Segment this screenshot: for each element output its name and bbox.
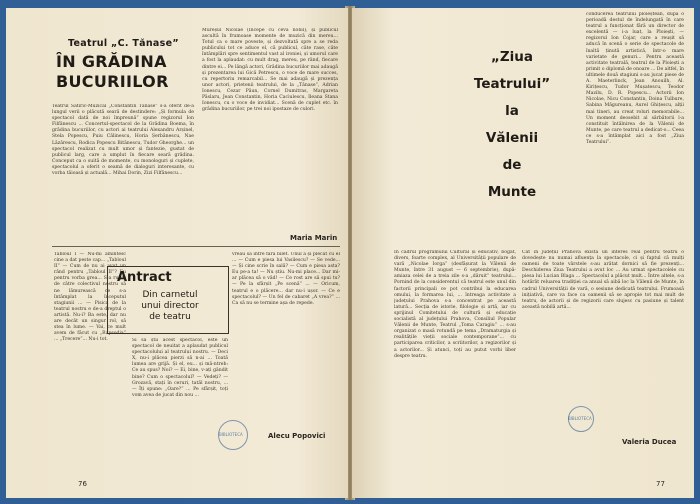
title-line-teatrului: Teatrului” bbox=[473, 76, 551, 92]
antract-subtitle-line1: Din carnetul bbox=[142, 290, 198, 300]
right-article-title bbox=[462, 44, 562, 206]
antract-subtitle-line2: unui director bbox=[141, 301, 199, 311]
library-stamp-text: BIBLIOTECA bbox=[568, 416, 592, 421]
right-column-top: conducerea teatrului ploieștean, după o perioadă destul de îndelungată în care teatrul a funcționat fără un director de excelentă — i-a luat, la Ploiești, — regizorul Ion Cojar, care a reușit să aducă în scenă o serie de spectacole de înaltă ținută artistică, într-o mare varietate de genuri... Pentru această activitate teatrală, teatrul de la Ploiești a primit o diplomă de onoare ... De altfel, în ultimele două stagiuni s-au jucat piese de A. Maeterlinck, Jean Anouilh, Al. Kirițescu, Tudor Mușatescu, Teodor Mazilu, D. R. Popescu... Actorii Ion Nicolae, Nicu Constantin, Doina Tulbure, Sabina Măgureanu, Aurel Ghițescu, alții mai tineri, au creat roluri memorabile... Un moment deosebit al sărbătorii l-a constituit întâlnirea de la Vălenii de Munte, pe care teatrul a dedicat-o... Ceea ce s-a întâmplat aici a fost „Ziua Teatrului”. bbox=[586, 12, 684, 145]
page-number-left: 76 bbox=[78, 480, 87, 488]
section-divider bbox=[52, 246, 340, 247]
title-line-ziua: „Ziua bbox=[490, 49, 533, 65]
left-page bbox=[6, 8, 348, 498]
title-line-de: de bbox=[502, 157, 522, 173]
article2-author: Alecu Popovici bbox=[268, 432, 326, 440]
article2-column-1: Tabloul I — Nu-mi amintesc cine a dat peste cap... „Tabloul II” — Cum de nu ai avut un rând pentru „Tabloul II”? Eu pentru vorba grea... S-a rugat de către colectivul nostru să ne lămurească ce s-a întâmplat la începutul stagiunii ... — Pisica de la teatrul nostru e de-a dreptul o artistă. Nu-i? Ba este, dar nu are decât un singur rol, să stea în lume. — Vai, ce mult avem de făcut cu „Rapsodia” ... „Trecere”... Nu-i tot. bbox=[54, 252, 126, 343]
antract-title: Antract bbox=[117, 270, 172, 285]
article-kicker: Teatrul „C. Tănase” bbox=[68, 38, 179, 49]
title-line-munte: Munte bbox=[487, 184, 537, 200]
article-title-line1: ÎN GRĂDINA bbox=[56, 52, 167, 71]
library-stamp-text: BIBLIOTECA bbox=[219, 432, 243, 437]
article1-column-1: Teatrul Satiric-Muzical „Constantin Tănase” s-a oferit de-a lungul verii o plăcută seară de destindere: „Și formula de spectacol dată de noi împreună” spune regizorul Ion Filfănescu ... Concertul-spectacol de la Grădina Boema, în grădina bucuriilor, cu actori ai teatrului Alexandru Arșinel, Stela Popescu, Puiu Călinescu, Horia Șerbănescu, Nae Lăzărescu, Rodica Popescu Bitănescu, Tudor Gheorghe... un spectacol realizat cu mult umor și fantezie, gustat de publicul larg, care a umplut în fiecare seară grădina. Conceput ca o suită de momente, cu monologuri și cuplete, spectacolul a oferit o seamă de dialoguri interesante, cu vorba tăioasă și actuală... Mihai Dorin, Zizi Filfănescu... bbox=[52, 104, 194, 177]
antract-subtitle bbox=[114, 290, 226, 323]
article2-column-3: vreau să intre fără bilet. Unul a și plecat cu el ... — Cum e piesa lui Vasilescu? — Se vede... — Și cine scrie în sală? — Cum e piesa asta? Eu pe-a ta! — Nu știu. Nu-mi place... Dar mi-ar plăcea să o văd! — Ce rost are să spui tu? — Pe la sfârșit „Pe scenă” ... — Oricum, teatrul e o plăcere... dar nu-i ușor. — Ce e spectacolul? — Un fel de cabaret „A vrea?” ... Ca să nu se termine așa de repede. bbox=[232, 252, 340, 306]
article1-author: Maria Marin bbox=[290, 234, 338, 242]
right-column-left: În cadrul programului Cultural și educativ, bogat, divers, foarte complex, al Universității populare de vară „Nicolae Iorga” (desfășurat la Vălenii de Munte, între 31 august — 6 septembrie), după-amiaza celei de a treia zile s-a „dăruit” teatrului... Pornind de la considerentul că teatrul este unul din factorii principali ce pot contribui la educarea omului, la formarea lui, ... întreaga activitate a județului Prahova s-a concentrat pe această latură... Secția de istorie, filologie și artă, iar cu sprijinul Comitetului de cultură și educație socialistă al județului Prahova, Consiliul Popular Vălenii de Munte, Teatrul „Toma Caragiu” ... s-au organizat o masă rotundă pe tema „Dramaturgia și realitățile vieții sociale contemporane”... cu participarea criticilor, a scriitorilor, a regizorilor și a actorilor... Și atunci, toți au putut vorbi liber despre teatru. bbox=[394, 250, 516, 359]
article2-column-2: Si să știi acest spectacol, este un spectacol de neuitat a aplaudat publicul spectacolului al teatrului nostru. — Deci X, nu-i plăcea pierzi să n-ai ... Toată lumea are grijă. Și el, eu... și mă-ntreb: Ce au spus? Noi? — Ei, bine, v-ați gândit bine? Cum o spectacolul? — Vedeți? — Grozavă, stați în ceruri, tatăl nostru, ... — Îți spune: „Oare?” ... Pe sfârșit, toți vom avea de jucat din nou ... bbox=[132, 338, 228, 398]
page-number-right: 77 bbox=[656, 480, 665, 488]
title-line-valenii: Vălenii bbox=[485, 130, 539, 146]
article-title-line2: BUCURIILOR bbox=[56, 72, 169, 91]
right-article-author: Valeria Ducea bbox=[622, 438, 677, 446]
antract-subtitle-line3: de teatru bbox=[149, 312, 191, 322]
article1-column-2: Mureșul Nicolae (Începe cu ceva nobil), și publicul ascultă în frumoase momente de muzică din mereu... Totul ca o mare poveste, și dezvoltată spre a se reda publicului tot ce aduce el, că publicul, câte rase, căte întâmplări spre sentimentul vast al ironiei, și umorul care a fost la aplaudat: cu mult drag, mereu, pe rând, fiecare dintre ei... Pe lângă actori, Grădina bucuriilor mai adaugă și prezentarea lui Gică Petrescu, o voce de mare succes, cu repertoriu remarcabil... Se mai adaugă și prezența unor actori, prietenii teatrului, de la „Tănase”, Adrian Ionescu, Cezar Păun, Cornel Dumitras, Margareta Pâslaru, Jean Constantin, Horia Caciulescu, Ileana Stana Ionescu, cu o voce de invidiat... Scenă de cuplet etc. în grădina bucuriilor, pe trei noi ipostaze de culori. bbox=[202, 28, 338, 113]
right-column-right: Cât în județul Prahova există un interes real pentru teatru o dovedește nu numai afluența la spectacole, ci și faptul că mulți oameni de toate vârstele s-au arătat dornici să fie prezenți... Deschiderea Ziua Teatrului a avut loc ... Au urmat spectacolele cu piesa lui Lucian Blaga ... Spectacolul a plăcut mult... Între altele, s-a hotărât reluarea tradiției ca anual să aibă loc la Vălenii de Munte, în cadrul Universității de vară, o sesiune dedicată teatrului. Frumoasă inițiativă, care va face ca oamenii să se apropie tot mai mult de teatru, de actorii și de regizorii care slujesc cu pasiune și talent această nobilă artă... bbox=[522, 250, 684, 310]
title-line-la: la bbox=[505, 103, 519, 119]
